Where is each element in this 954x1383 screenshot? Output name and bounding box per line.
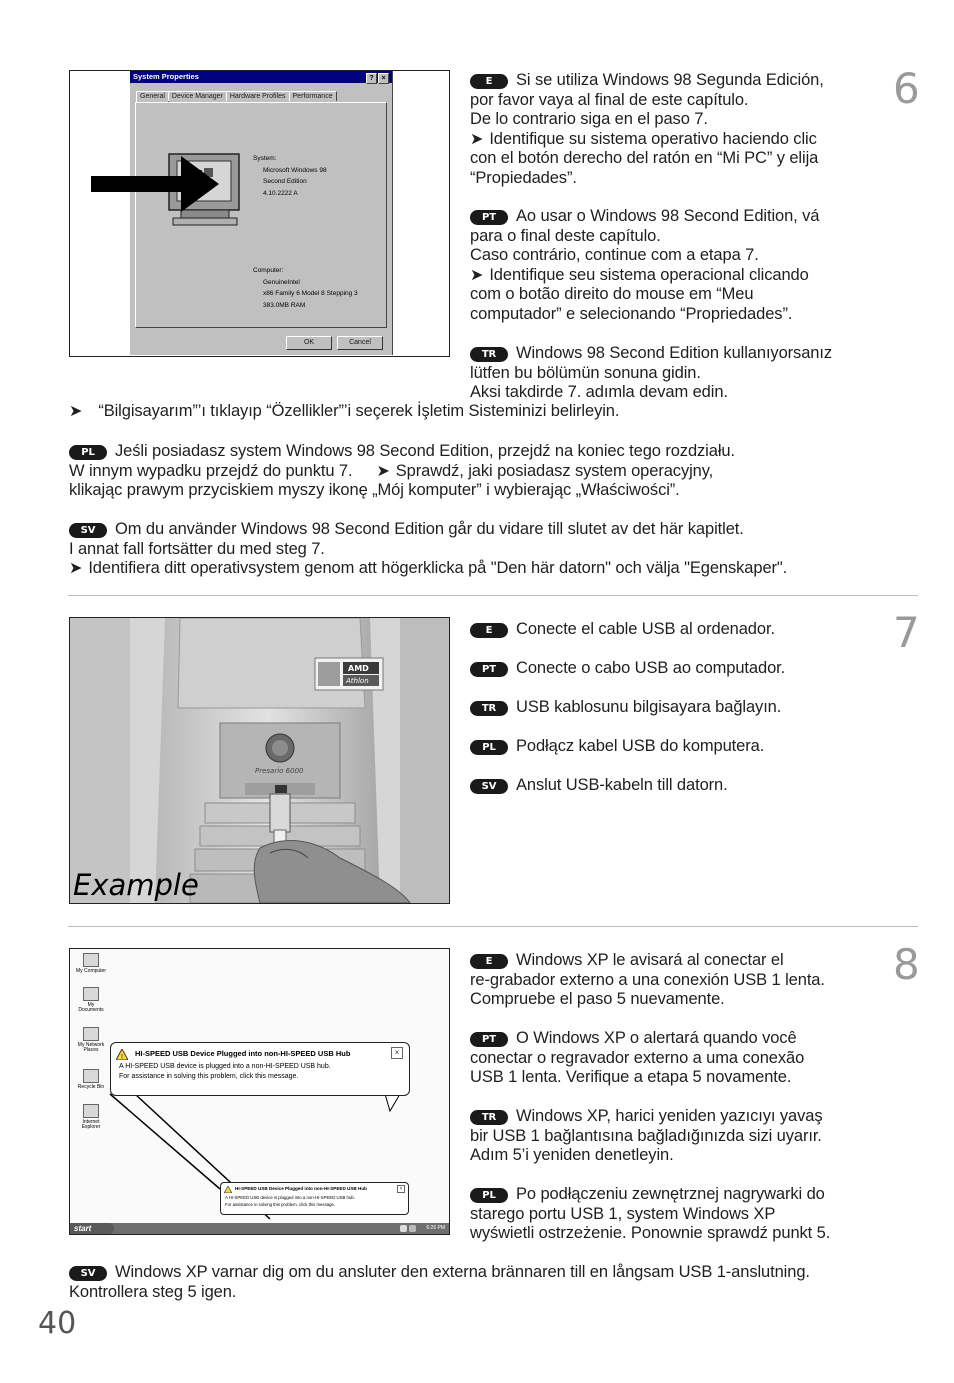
page-number: 40 bbox=[38, 1306, 77, 1341]
step7-sv: SV Anslut USB-kabeln till datorn. bbox=[470, 776, 728, 796]
lang-badge-sv: SV bbox=[470, 779, 508, 794]
model-label: Presario 6000 bbox=[255, 767, 304, 775]
tab-hardware-profiles[interactable]: Hardware Profiles bbox=[226, 91, 290, 101]
step6-pt: PT Ao usar o Windows 98 Second Edition, vá para o final deste capítulo. Caso contrário, continue com a etapa 7. ➤ Identifique seu sistema operacional clicando com o botão direito do mouse em “Meu computador” e selecionando “Propriedades”. bbox=[470, 207, 820, 323]
system-line: Microsoft Windows 98 bbox=[263, 166, 327, 174]
lang-badge-tr: TR bbox=[470, 701, 508, 716]
tab-device-manager[interactable]: Device Manager bbox=[168, 91, 227, 101]
section-divider bbox=[68, 595, 918, 596]
system-line: 4.10.2222 A bbox=[263, 189, 298, 197]
amd-logo: AMD bbox=[348, 664, 369, 673]
step7-es: E Conecte el cable USB al ordenador. bbox=[470, 620, 775, 640]
computer-line: GenuineIntel bbox=[263, 278, 300, 286]
step6-tr: TR Windows 98 Second Edition kullanıyorsanız lütfen bu bölümün sonuna gidin. Aksi takdirde 7. adımla devam edin. bbox=[470, 344, 832, 401]
lang-badge-e: E bbox=[470, 623, 508, 638]
pc-tower-photo bbox=[70, 618, 449, 903]
step6-es: E Si se utiliza Windows 98 Segunda Edición, por favor vaya al final de este capítulo. De lo contrario siga en el paso 7. ➤ Identifique su sistema operativo haciendo clic con el botón derecho del ratón en “Mi PC” y elija “Propiedades”. bbox=[470, 71, 824, 187]
lang-badge-pl: PL bbox=[69, 445, 107, 460]
balloon-message-line2: For assistance in solving this problem, click this message. bbox=[225, 1202, 336, 1207]
system-line: Second Edition bbox=[263, 178, 307, 185]
balloon-title: HI-SPEED USB Device Plugged into non-HI-SPEED USB Hub bbox=[235, 1186, 367, 1191]
photo-usb-connection bbox=[69, 617, 450, 904]
warning-icon bbox=[224, 1186, 232, 1193]
lang-badge-pt: PT bbox=[470, 210, 508, 225]
ok-button[interactable]: OK bbox=[286, 336, 332, 350]
lang-badge-e: E bbox=[470, 954, 508, 969]
arrow-bullet-icon: ➤ bbox=[376, 462, 390, 480]
taskbar-clock: 6:26 PM bbox=[426, 1225, 445, 1231]
arrow-bullet-icon: ➤ bbox=[470, 130, 484, 148]
step7-pl: PL Podłącz kabel USB do komputera. bbox=[470, 737, 764, 757]
tab-general[interactable]: General bbox=[136, 91, 169, 102]
lang-badge-tr: TR bbox=[470, 1110, 508, 1125]
section-divider bbox=[68, 926, 918, 927]
step8-sv: SV Windows XP varnar dig om du ansluter den externa brännaren till en långsam USB 1-anslutning. Kontrollera steg 5 igen. bbox=[69, 1263, 810, 1301]
balloon-message-line1: A HI-SPEED USB device is plugged into a non-HI-SPEED USB hub. bbox=[225, 1195, 355, 1200]
step6-pl: PL Jeśli posiadasz system Windows 98 Second Edition, przejdź na koniec tego rozdziału. W innym wypadku przejdź do punktu 7. ➤ Sprawdź, jaki posiadasz system operacyjny, klikając prawym przyciskiem myszy ikonę „Mój komputer” i wybierając „Właściwości”. bbox=[69, 442, 735, 499]
help-button[interactable]: ? bbox=[366, 73, 377, 84]
arrow-bullet-icon: ➤ bbox=[470, 266, 484, 284]
computer-info bbox=[253, 265, 358, 311]
desktop-icon-my-computer[interactable]: My Computer bbox=[76, 953, 106, 974]
tab-performance[interactable]: Performance bbox=[289, 91, 337, 101]
lang-badge-e: E bbox=[470, 74, 508, 89]
lang-badge-sv: SV bbox=[69, 523, 107, 538]
computer-line: 383.0MB RAM bbox=[263, 301, 306, 309]
lang-badge-tr: TR bbox=[470, 347, 508, 362]
balloon-message-line2: For assistance in solving this problem, click this message. bbox=[119, 1073, 299, 1080]
start-button[interactable]: start bbox=[70, 1223, 114, 1234]
step7-tr: TR USB kablosunu bilgisayara bağlayın. bbox=[470, 698, 781, 718]
volume-tray-icon[interactable] bbox=[409, 1225, 416, 1232]
usb-warning-balloon-small[interactable] bbox=[220, 1182, 409, 1215]
step-number-6: 6 bbox=[893, 64, 920, 113]
usb-tray-icon[interactable] bbox=[400, 1225, 407, 1232]
balloon-message-line1: A HI-SPEED USB device is plugged into a non-HI-SPEED USB hub. bbox=[119, 1063, 331, 1070]
balloon-close-button[interactable]: × bbox=[397, 1185, 405, 1193]
computer-line: x86 Family 6 Model 8 Stepping 3 bbox=[263, 290, 358, 297]
general-panel bbox=[135, 102, 387, 328]
dialog-title: System Properties bbox=[133, 72, 199, 81]
usb-warning-balloon-large[interactable] bbox=[110, 1042, 410, 1096]
lang-badge-pt: PT bbox=[470, 1032, 508, 1047]
balloon-title: HI-SPEED USB Device Plugged into non-HI-SPEED USB Hub bbox=[135, 1049, 351, 1058]
lang-badge-pt: PT bbox=[470, 662, 508, 677]
warning-icon bbox=[116, 1049, 128, 1060]
dialog-title-bar bbox=[130, 71, 392, 83]
step8-es: E Windows XP le avisará al conectar el re-grabador externo a una conexión USB 1 lenta. Compruebe el paso 5 nuevamente. bbox=[470, 951, 825, 1008]
step8-pl: PL Po podłączeniu zewnętrznej nagrywarki do starego portu USB 1, system Windows XP wyświetli ostrzeżenie. Ponownie sprawdź punkt 5. bbox=[470, 1185, 831, 1242]
arrow-bullet-icon: ➤ bbox=[69, 403, 83, 420]
desktop-icon-my-documents[interactable]: My Documents bbox=[76, 987, 106, 1013]
lang-badge-pl: PL bbox=[470, 740, 508, 755]
step8-pt: PT O Windows XP o alertará quando você conectar o regravador externo a uma conexão USB 1 lenta. Verifique a etapa 5 novamente. bbox=[470, 1029, 805, 1086]
system-properties-dialog bbox=[129, 71, 393, 355]
step-number-7: 7 bbox=[893, 608, 920, 657]
close-button[interactable]: × bbox=[378, 73, 389, 84]
lang-badge-sv: SV bbox=[69, 1266, 107, 1281]
desktop-icon-internet-explorer[interactable]: Internet Explorer bbox=[76, 1104, 106, 1130]
photo-caption: Example bbox=[73, 868, 199, 902]
arrow-bullet-icon: ➤ bbox=[69, 560, 83, 577]
step7-pt: PT Conecte o cabo USB ao computador. bbox=[470, 659, 785, 679]
xp-taskbar bbox=[70, 1223, 449, 1234]
system-label: System: bbox=[253, 155, 277, 162]
lang-badge-pl: PL bbox=[470, 1188, 508, 1203]
desktop-icon-network-places[interactable]: My Network Places bbox=[76, 1027, 106, 1053]
screenshot-xp-usb-warning bbox=[69, 948, 450, 1235]
pointer-arrow-icon bbox=[91, 148, 221, 218]
dialog-tabs bbox=[136, 91, 336, 102]
balloon-close-button[interactable]: × bbox=[391, 1047, 403, 1059]
system-info bbox=[253, 153, 327, 199]
step6-sv: SV Om du använder Windows 98 Second Edition går du vidare till slutet av det här kapitlet. I annat fall fortsätter du med steg 7. ➤ Identifiera ditt operativsystem genom att högerklicka på "Den här datorn" och välja "Egenskaper". bbox=[69, 520, 788, 577]
svg-text:!: ! bbox=[121, 1054, 123, 1060]
cancel-button[interactable]: Cancel bbox=[337, 336, 383, 350]
step8-tr: TR Windows XP, harici yeniden yazıcıyı yavaş bir USB 1 bağlantısına bağladığınızda sizi uyarır. Adım 5’i yeniden denetleyin. bbox=[470, 1107, 823, 1164]
step6-tr-instruction: ➤ “Bilgisayarım”’ı tıklayıp “Özellikler”’i seçerek İşletim Sisteminizi belirleyin. bbox=[69, 402, 620, 420]
athlon-logo: Athlon bbox=[346, 677, 369, 685]
desktop-icon-recycle-bin[interactable]: Recycle Bin bbox=[76, 1069, 106, 1090]
step-number-8: 8 bbox=[893, 940, 920, 989]
computer-label: Computer: bbox=[253, 267, 284, 274]
screenshot-system-properties bbox=[69, 70, 450, 357]
